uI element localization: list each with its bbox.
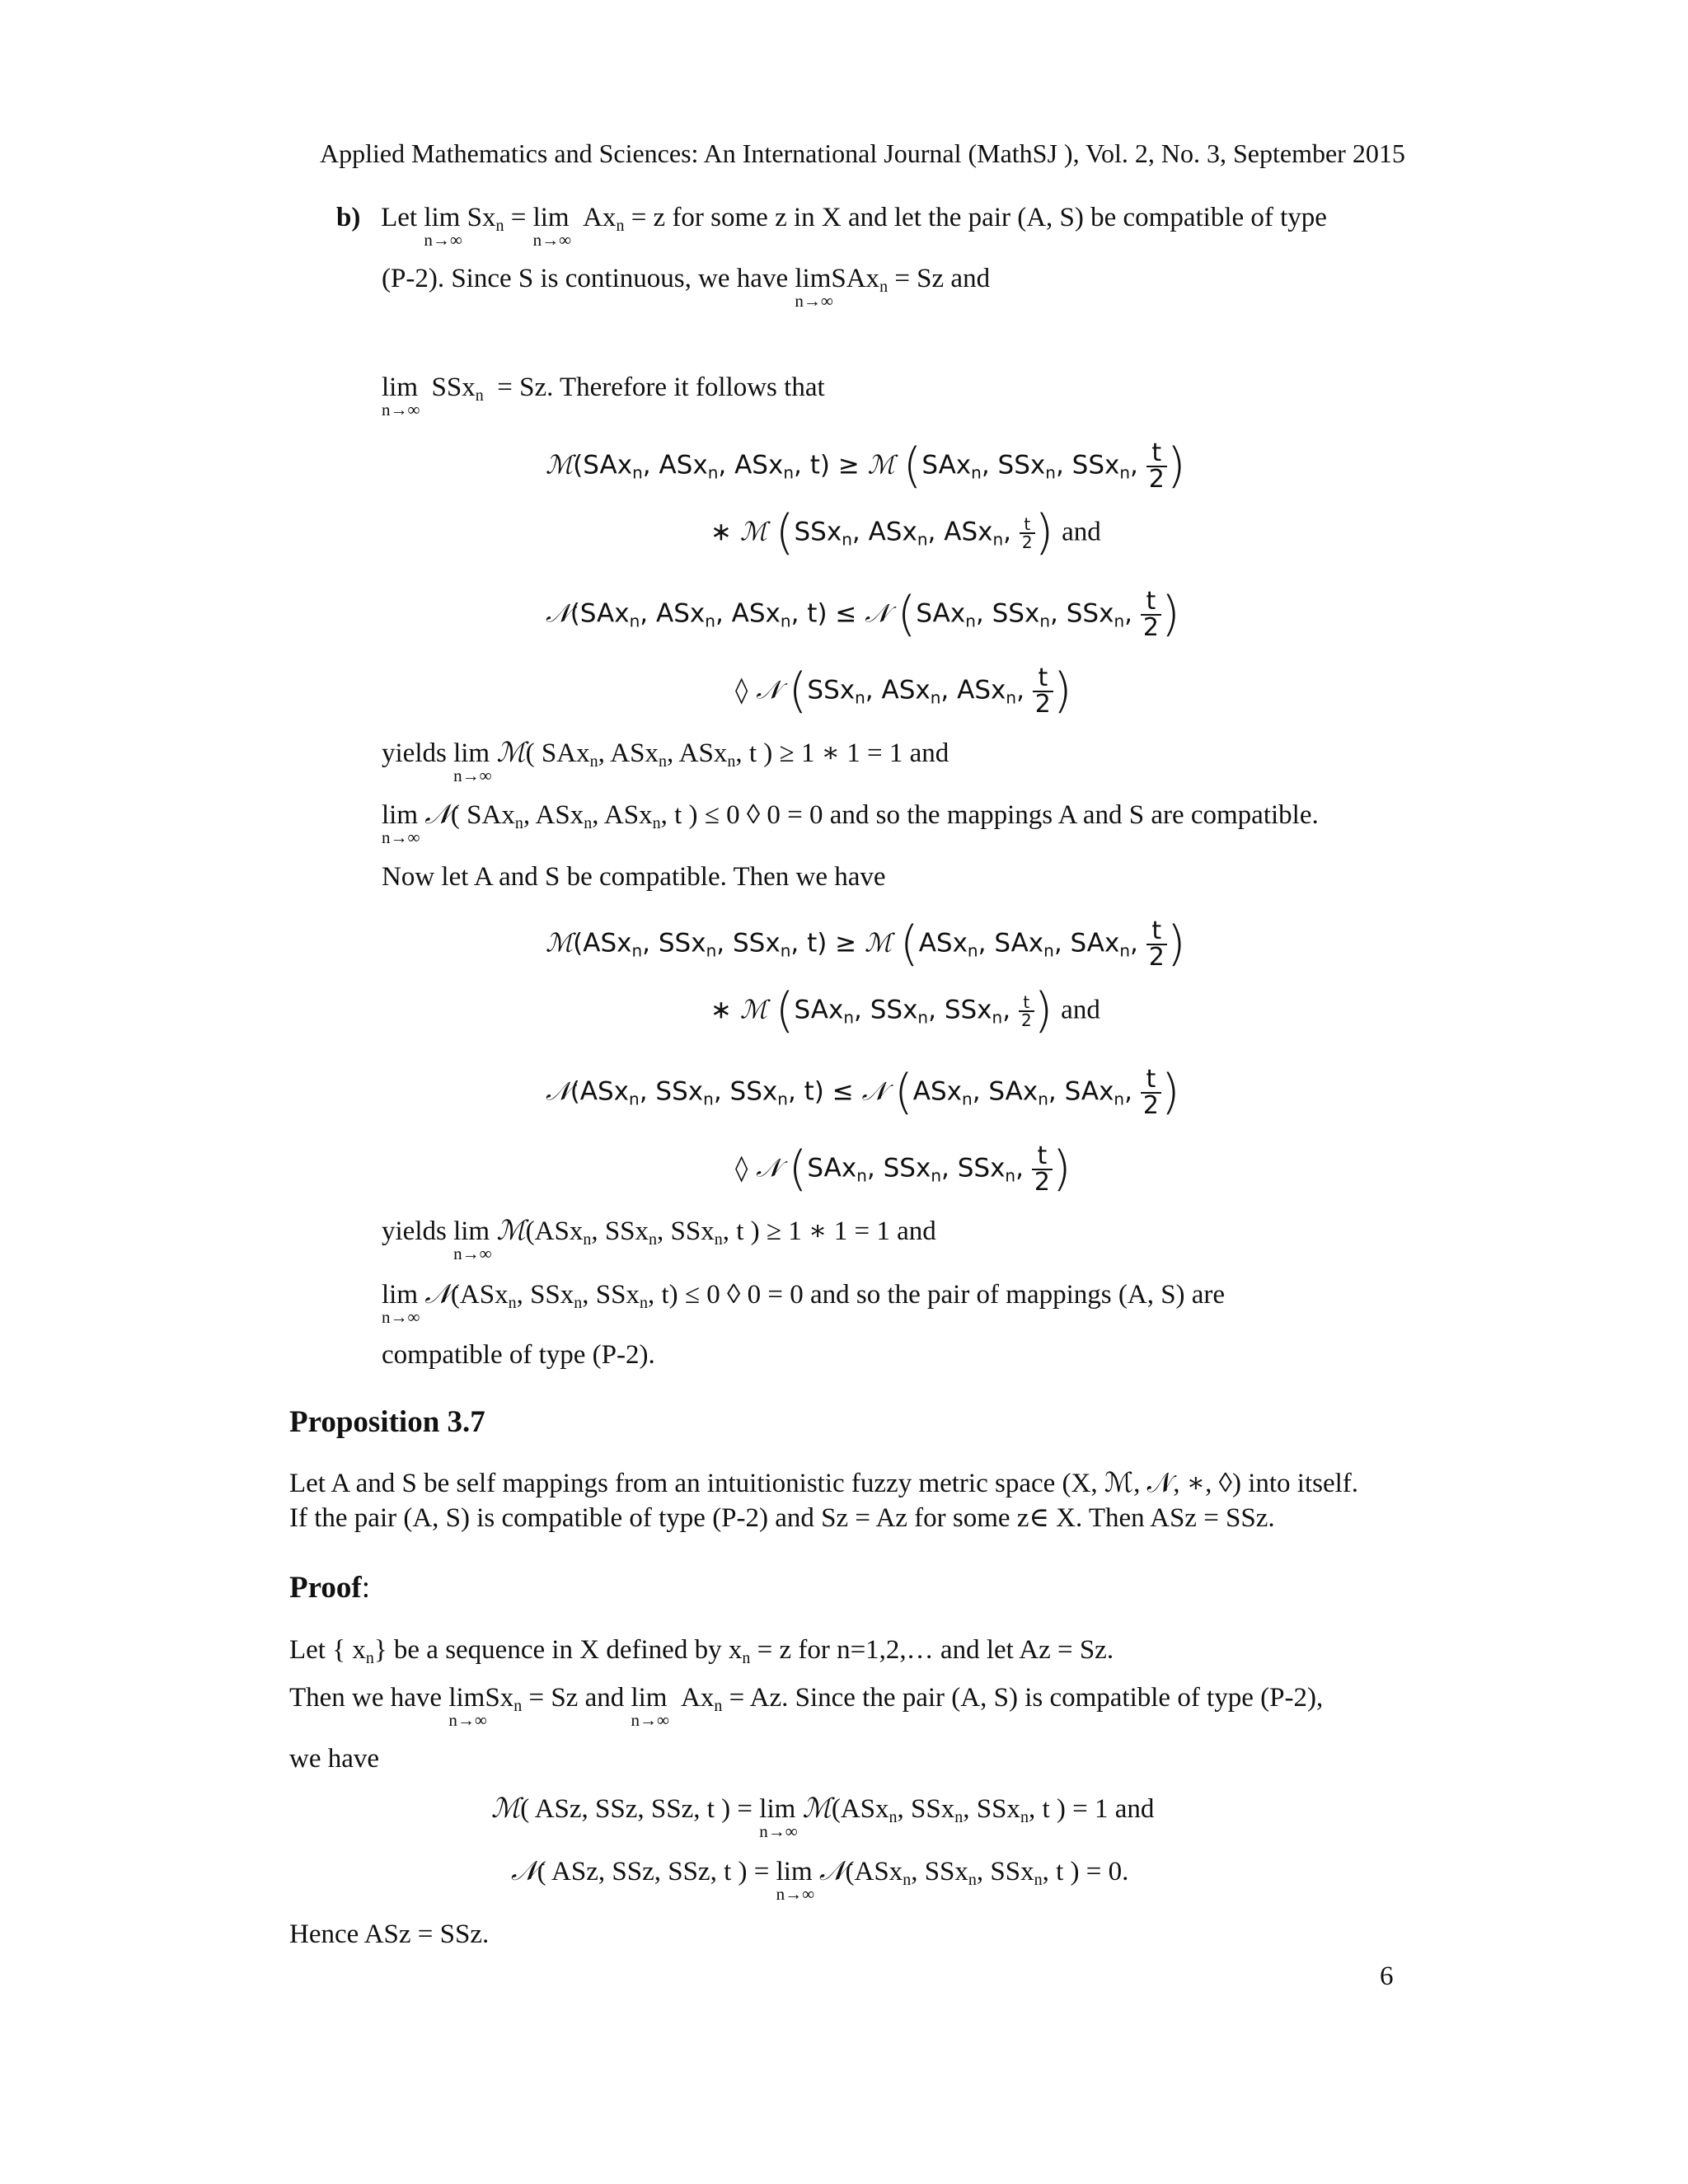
yields-1-mid: ( SAx <box>525 738 590 768</box>
proof-2c: = Az. Since the pair (A, S) is compatible of type (P-2), <box>729 1683 1324 1713</box>
lim-2-end: , t ) ≤ 0 ◊ 0 = 0 and so the mappings A and S are compatible. <box>660 800 1319 830</box>
limit-operator: lim n→∞ <box>532 203 572 250</box>
proof-2a: Then we have <box>289 1683 443 1713</box>
yields-2-end: , t ) ≥ 1 ∗ 1 = 1 and <box>722 1216 936 1246</box>
proof-line-2: Then we have lim n→∞ $Sx_n = Sz$ and lim n→∞ $Ax_n = Az$. Since the pair (A, S) is compatible of type (P-2), <box>289 1683 1324 1730</box>
proof-heading <box>289 1570 370 1605</box>
yields-word: yields <box>382 1216 447 1246</box>
part-b-line-3-text: = Sz. Therefore it follows that <box>497 373 825 402</box>
let-word: Let <box>381 203 418 232</box>
limit-operator: lim n→∞ <box>382 1280 420 1327</box>
part-b-line-1: b) Let lim n→∞ $Sx_n$ = lim n→∞ $Ax_n = z$ for some z in X and let the pair (A, S) be compatible of type <box>336 203 1327 250</box>
part-b-line-1-text: = z for some z in X and let the pair (A, S) be compatible of type <box>631 203 1327 232</box>
limit-operator: lim n→∞ <box>453 738 492 785</box>
proposition-line-1: Let A and S be self mappings from an intuitionistic fuzzy metric space (X, ℳ, 𝒩, ∗, ◊) into itself. <box>289 1469 1359 1498</box>
equation-n-2a: 𝒩(ASx$_n$, SSx$_n$, SSx$_n$, t) ≤ 𝒩 (ASx$_n$, SAx$_n$, SAx$_n$, $\frac{t}{2}$ ) <box>546 1063 1180 1120</box>
eq-m-left: ( ASz, SSz, SSz, t ) = <box>520 1794 753 1824</box>
part-b-line-2: (P-2). Since S is continuous, we have lim n→∞ SAx$_n$ = Sz and <box>382 264 991 311</box>
and-word: and <box>1061 995 1100 1025</box>
eq-n-right: , t ) = 0. <box>1042 1857 1129 1886</box>
proof-1b: } be a sequence in X defined by x <box>373 1635 743 1665</box>
proof-equation-m: ℳ( ASz, SSz, SSz, t ) = lim n→∞ ℳ(ASx$_n$, SSx$_n$, SSx$_n$, t ) = 1 and <box>491 1792 1155 1841</box>
equation-n-1a: 𝒩(SAx$_n$, ASx$_n$, ASx$_n$, t) ≤ 𝒩 (SAx$_n$, SSx$_n$, SSx$_n$, $\frac{t}{2}$ ) <box>546 585 1180 642</box>
proof-title: Proof <box>289 1571 362 1605</box>
part-b-line-2-tail: = Sz and <box>894 264 991 293</box>
equation-n-1b: ◊ 𝒩 (SSx$_n$, ASx$_n$, ASx$_n$, $\frac{t}{2}$ ) <box>735 662 1072 719</box>
limit-line-2: lim n→∞ 𝒩( SAx$_n$, ASx$_n$, ASx$_n$, t ) ≤ 0 ◊ 0 = 0 and so the mappings A and S are compatible. <box>382 798 1319 847</box>
equation-m-1a: ℳ(SAx$_n$, ASx$_n$, ASx$_n$, t) ≥ ℳ (SAx$_n$, SSx$_n$, SSx$_n$, $\frac{t}{2}$ ) <box>546 437 1186 494</box>
equation-m-1b: ∗ ℳ (SSx$_n$, ASx$_n$, ASx$_n$, $\frac{t}{2}$ ) and <box>710 504 1101 560</box>
limit-operator: lim n→∞ <box>759 1794 798 1841</box>
page-number: 6 <box>1380 1961 1394 1991</box>
limit-operator: lim n→∞ <box>382 800 420 847</box>
limit-operator: lim n→∞ <box>424 203 462 250</box>
proposition-heading: Proposition 3.7 <box>289 1405 485 1439</box>
running-header: Applied Mathematics and Sciences: An International Journal (MathSJ ), Vol. 2, No. 3, September 2015 <box>320 138 1405 168</box>
equation-m-2a: ℳ(ASx$_n$, SSx$_n$, SSx$_n$, t) ≥ ℳ (ASx$_n$, SAx$_n$, SAx$_n$, $\frac{t}{2}$ ) <box>546 915 1186 972</box>
equation-m-2b: ∗ ℳ (SAx$_n$, SSx$_n$, SSx$_n$, $\frac{t}{2}$ ) and <box>710 982 1100 1038</box>
lim-2-text: ( SAx <box>450 800 515 830</box>
compatible-line: compatible of type (P-2). <box>382 1340 655 1370</box>
part-b-label: b) <box>336 203 361 232</box>
limit-operator: lim n→∞ <box>382 373 420 419</box>
proof-line-3: we have <box>289 1744 380 1774</box>
equation-n-2b: ◊ 𝒩 (SAx$_n$, SSx$_n$, SSx$_n$, $\frac{t}{2}$ ) <box>735 1140 1071 1197</box>
yields-line-2: yields lim n→∞ ℳ(ASx$_n$, SSx$_n$, SSx$_n$, t ) ≥ 1 ∗ 1 = 1 and <box>382 1214 936 1263</box>
limit-operator: lim n→∞ <box>795 264 833 311</box>
part-b-line-3: lim n→∞ SSx$_n$ = Sz. Therefore it follows that <box>382 373 825 419</box>
eq-n-left: ( ASz, SSz, SSz, t ) = <box>537 1857 770 1886</box>
now-let-line: Now let A and S be compatible. Then we have <box>382 862 886 892</box>
proof-1c: = z for n=1,2,… and let Az = Sz. <box>757 1635 1114 1665</box>
limit-line-3: lim n→∞ 𝒩(ASx$_n$, SSx$_n$, SSx$_n$, t) ≤ 0 ◊ 0 = 0 and so the pair of mappings (A, S) are <box>382 1277 1226 1327</box>
yields-line-1: yields lim n→∞ ℳ( SAx$_n$, ASx$_n$, ASx$_n$, t ) ≥ 1 ∗ 1 = 1 and <box>382 736 950 785</box>
yields-word: yields <box>382 738 447 768</box>
part-b-line-2-text: (P-2). Since S is continuous, we have <box>382 264 789 293</box>
limit-operator: lim n→∞ <box>631 1683 669 1730</box>
and-word: and <box>1062 517 1101 547</box>
proof-2b: = Sz and <box>528 1683 625 1713</box>
proof-line-1: Let { $x_n$} be a sequence in X defined by $x_n = z$ for n=1,2,… and let Az = Sz. <box>289 1635 1114 1667</box>
proposition-line-2: If the pair (A, S) is compatible of type (P-2) and Sz = Az for some z∈ X. Then ASz = SSz. <box>289 1503 1275 1533</box>
limit-operator: lim n→∞ <box>448 1683 487 1730</box>
proof-colon: : <box>361 1571 370 1605</box>
eq-m-right: , t ) = 1 and <box>1028 1794 1155 1824</box>
yields-1-end: , t ) ≥ 1 ∗ 1 = 1 and <box>735 738 950 768</box>
lim-3-end: , t) ≤ 0 ◊ 0 = 0 and so the pair of mappings (A, S) are <box>648 1280 1226 1310</box>
proof-1a: Let { x <box>289 1635 366 1665</box>
hence-line: Hence ASz = SSz. <box>289 1919 490 1949</box>
limit-operator: lim n→∞ <box>776 1857 815 1904</box>
proof-equation-n: 𝒩( ASz, SSz, SSz, t ) = lim n→∞ 𝒩(ASx$_n$, SSx$_n$, SSx$_n$, t ) = 0. <box>511 1854 1129 1904</box>
limit-operator: lim n→∞ <box>453 1216 492 1263</box>
